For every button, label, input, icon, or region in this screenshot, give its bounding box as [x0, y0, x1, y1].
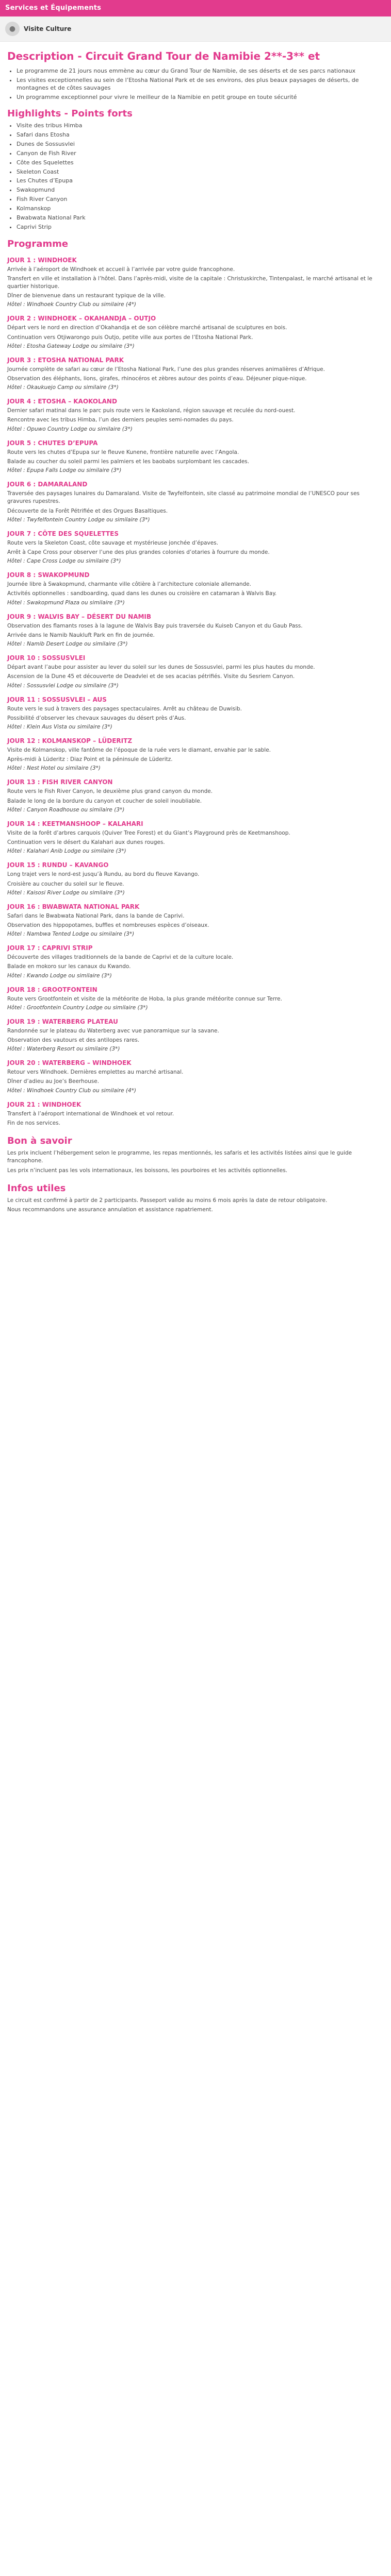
- highlight-item: • Kolmanskop: [17, 205, 384, 213]
- useful-info: [7, 1183, 384, 1214]
- day-paragraph: Dernier safari matinal dans le parc puis route vers le Kaokoland, région sauvage et reculée du nord-ouest.: [7, 408, 296, 414]
- day-paragraph: Activités optionnelles : sandboarding, quad dans les dunes ou croisière en catamaran à Walvis Bay.: [7, 590, 277, 597]
- programme-day: [7, 903, 384, 937]
- day-paragraph: Départ avant l’aube pour assister au lever du soleil sur les dunes de Sossusvlei, parmi les plus hautes du monde.: [7, 664, 315, 671]
- programme-day: [7, 1101, 384, 1127]
- day-paragraph: Balade au coucher du soleil parmi les palmiers et les baobabs surplombant les cascades.: [7, 458, 250, 465]
- day-paragraph: Safari dans le Bwabwata National Park, dans la bande de Caprivi.: [7, 912, 185, 919]
- highlight-item: • Bwabwata National Park: [17, 214, 384, 222]
- highlights-list: [7, 122, 384, 231]
- day-paragraph: Traversée des paysages lunaires du Damaraland. Visite de Twyfelfontein, site classé au patrimoine mondial de l’UNESCO pour ses gravures rupestres.: [7, 490, 360, 505]
- day-paragraph: Visite de la forêt d’arbres carquois (Quiver Tree Forest) et du Giant’s Playground près de Keetmanshoop.: [7, 829, 290, 836]
- description-bullet: • Un programme exceptionnel pour vivre le meilleur de la Namibie en petit groupe en toute sécurité: [17, 94, 384, 101]
- top-bar: [0, 0, 391, 16]
- highlights-title: Highlights - Points forts: [7, 108, 133, 120]
- programme-day: [7, 1059, 384, 1093]
- description-title: Description - Circuit Grand Tour de Namibie 2**-3** et: [7, 50, 320, 62]
- day-hotel: Hôtel : Nambwa Tented Lodge ou similaire (3*): [7, 931, 135, 938]
- day-title: JOUR 5 : CHUTES D’EPUPA: [7, 439, 98, 447]
- day-paragraph: Fin de nos services.: [7, 1120, 60, 1126]
- day-hotel: Hôtel : Sossusvlei Lodge ou similaire (3*): [7, 682, 119, 689]
- day-title: JOUR 20 : WATERBERG – WINDHOEK: [7, 1059, 132, 1067]
- programme-day: [7, 986, 384, 1011]
- day-paragraph: Retour vers Windhoek. Dernières emplettes au marché artisanal.: [7, 1069, 184, 1076]
- day-title: JOUR 14 : KEETMANSHOOP – KALAHARI: [7, 820, 143, 827]
- programme-day: [7, 530, 384, 564]
- programme-days: [7, 257, 384, 1128]
- day-paragraph: Route vers le sud à travers des paysages spectaculaires. Arrêt au château de Duwisib.: [7, 705, 242, 712]
- day-paragraph: Après-midi à Lüderitz : Diaz Point et la péninsule de Lüderitz.: [7, 756, 173, 763]
- good-to-know-paragraph: Les prix incluent l’hébergement selon le programme, les repas mentionnés, les safaris et les activités listées ainsi que le guide francophone.: [7, 1150, 352, 1164]
- day-title: JOUR 13 : FISH RIVER CANYON: [7, 778, 113, 786]
- day-paragraph: Croisière au coucher du soleil sur le fleuve.: [7, 880, 124, 887]
- day-hotel: Hôtel : Canyon Roadhouse ou similaire (3*): [7, 806, 125, 813]
- day-title: JOUR 18 : GROOTFONTEIN: [7, 986, 97, 993]
- day-hotel: Hôtel : Kalahari Anib Lodge ou similaire (3*): [7, 848, 126, 855]
- day-paragraph: Route vers les chutes d’Epupa sur le fleuve Kunene, frontière naturelle avec l’Angola.: [7, 449, 239, 455]
- day-hotel: Hôtel : Klein Aus Vista ou similaire (3*): [7, 723, 112, 730]
- programme-title: Programme: [7, 238, 69, 249]
- programme-day: [7, 861, 384, 895]
- useful-info-paragraph: Nous recommandons une assurance annulation et assistance rapatriement.: [7, 1207, 213, 1213]
- programme-day: [7, 613, 384, 647]
- programme-day: [7, 357, 384, 391]
- day-hotel: Hôtel : Opuwo Country Lodge ou similaire (3*): [7, 426, 133, 432]
- programme-day: [7, 481, 384, 523]
- day-title: JOUR 6 : DAMARALAND: [7, 481, 88, 488]
- day-title: JOUR 2 : WINDHOEK – OKAHANDJA – OUTJO: [7, 315, 156, 323]
- day-title: JOUR 15 : RUNDU – KAVANGO: [7, 861, 109, 869]
- programme-day: [7, 1018, 384, 1052]
- good-to-know: [7, 1136, 384, 1175]
- day-paragraph: Rencontre avec les tribus Himba, l’un des derniers peuples semi-nomades du pays.: [7, 417, 234, 423]
- day-hotel: Hôtel : Okaukuejo Camp ou similaire (3*): [7, 384, 119, 391]
- day-paragraph: Randonnée sur le plateau du Waterberg avec vue panoramique sur la savane.: [7, 1027, 219, 1034]
- highlight-item: • Canyon de Fish River: [17, 150, 384, 158]
- day-hotel: Hôtel : Waterberg Resort ou similaire (3*): [7, 1046, 120, 1053]
- day-title: JOUR 7 : CÔTE DES SQUELETTES: [7, 530, 119, 537]
- day-hotel: Hôtel : Epupa Falls Lodge ou similaire (3*): [7, 467, 122, 474]
- day-hotel: Hôtel : Kaisosi River Lodge ou similaire (3*): [7, 889, 125, 896]
- day-paragraph: Possibilité d’observer les chevaux sauvages du désert près d’Aus.: [7, 715, 186, 721]
- day-title: JOUR 21 : WINDHOEK: [7, 1100, 82, 1108]
- day-paragraph: Transfert en ville et installation à l’hôtel. Dans l’après-midi, visite de la capitale : Christuskirche, Tintenpalast, le marché artisanal et le quartier historique.: [7, 275, 372, 290]
- day-paragraph: Découverte de la Forêt Pétrifiée et des Orgues Basaltiques.: [7, 507, 168, 514]
- main-content: [0, 42, 391, 1226]
- day-paragraph: Dîner d’adieu au Joe’s Beerhouse.: [7, 1078, 100, 1085]
- day-title: JOUR 1 : WINDHOEK: [7, 256, 77, 264]
- day-hotel: Hôtel : Grootfontein Country Lodge ou similaire (3*): [7, 1004, 148, 1011]
- programme-day: [7, 571, 384, 605]
- day-hotel: Hôtel : Etosha Gateway Lodge ou similaire (3*): [7, 343, 135, 349]
- day-title: JOUR 3 : ETOSHA NATIONAL PARK: [7, 356, 124, 364]
- day-hotel: Hôtel : Swakopmund Plaza ou similaire (3*): [7, 599, 125, 606]
- good-to-know-text: [7, 1149, 384, 1175]
- day-hotel: Hôtel : Windhoek Country Club ou similaire (4*): [7, 1087, 137, 1094]
- good-to-know-title: Bon à savoir: [7, 1136, 72, 1147]
- day-title: JOUR 9 : WALVIS BAY – DÉSERT DU NAMIB: [7, 613, 152, 620]
- highlight-item: • Swakopmund: [17, 187, 384, 194]
- day-paragraph: Départ vers le nord en direction d’Okahandja et de son célèbre marché artisanal de sculptures en bois.: [7, 325, 287, 331]
- page-author: Visite Culture: [24, 25, 72, 32]
- programme-day: [7, 737, 384, 771]
- day-paragraph: Continuation vers le désert du Kalahari aux dunes rouges.: [7, 839, 165, 846]
- day-hotel: Hôtel : Namib Desert Lodge ou similaire (3*): [7, 641, 128, 648]
- day-paragraph: Arrivée à l’aéroport de Windhoek et accueil à l’arrivée par votre guide francophone.: [7, 266, 235, 273]
- programme-day: [7, 778, 384, 812]
- programme-day: [7, 654, 384, 688]
- day-title: JOUR 11 : SOSSUSVLEI – AUS: [7, 696, 107, 703]
- page: [0, 0, 391, 1226]
- day-paragraph: Visite de Kolmanskop, ville fantôme de l’époque de la ruée vers le diamant, envahie par le sable.: [7, 747, 271, 753]
- highlight-item: • Visite des tribus Himba: [17, 122, 384, 130]
- useful-info-title: Infos utiles: [7, 1182, 66, 1194]
- highlight-item: • Skeleton Coast: [17, 168, 384, 176]
- description-bullet: • Les visites exceptionnelles au sein de l’Etosha National Park et de ses environs, des plus beaux paysages de déserts, de montagnes et de côtes sauvages: [17, 77, 384, 92]
- day-paragraph: Dîner de bienvenue dans un restaurant typique de la ville.: [7, 293, 166, 299]
- day-title: JOUR 19 : WATERBERG PLATEAU: [7, 1018, 118, 1025]
- day-title: JOUR 4 : ETOSHA – KAOKOLAND: [7, 398, 117, 405]
- programme-day: [7, 820, 384, 854]
- day-paragraph: Découverte des villages traditionnels de la bande de Caprivi et de la culture locale.: [7, 954, 234, 961]
- day-paragraph: Ascension de la Dune 45 et découverte de Deadvlei et de ses acacias pétrifiés. Visite du Sesriem Canyon.: [7, 673, 295, 680]
- programme-day: [7, 257, 384, 308]
- day-paragraph: Observation des flamants roses à la lagune de Walvis Bay puis traversée du Kuiseb Canyon et du Gaub Pass.: [7, 622, 303, 629]
- useful-info-paragraph: Le circuit est confirmé à partir de 2 participants. Passeport valide au moins 6 mois après la date de retour obligatoire.: [7, 1197, 328, 1204]
- day-paragraph: Route vers la Skeleton Coast, côte sauvage et mystérieuse jonchée d’épaves.: [7, 539, 219, 546]
- title-bar: [0, 16, 391, 42]
- highlight-item: • Côte des Squelettes: [17, 159, 384, 167]
- day-hotel: Hôtel : Kwando Lodge ou similaire (3*): [7, 972, 112, 979]
- top-bar-title: Services et Équipements: [5, 4, 102, 12]
- day-title: JOUR 10 : SOSSUSVLEI: [7, 654, 86, 662]
- day-title: JOUR 17 : CAPRIVI STRIP: [7, 944, 93, 952]
- day-paragraph: Balade le long de la bordure du canyon et coucher de soleil inoubliable.: [7, 798, 202, 804]
- highlight-item: • Safari dans Etosha: [17, 131, 384, 139]
- day-paragraph: Transfert à l’aéroport international de Windhoek et vol retour.: [7, 1110, 174, 1117]
- day-hotel: Hôtel : Cape Cross Lodge ou similaire (3*): [7, 558, 121, 565]
- day-paragraph: Observation des hippopotames, buffles et nombreuses espèces d’oiseaux.: [7, 922, 209, 928]
- programme-day: [7, 398, 384, 432]
- day-paragraph: Journée libre à Swakopmund, charmante ville côtière à l’architecture coloniale allemande.: [7, 581, 251, 588]
- useful-info-text: [7, 1197, 384, 1214]
- highlight-item: • Fish River Canyon: [17, 196, 384, 204]
- day-title: JOUR 16 : BWABWATA NATIONAL PARK: [7, 903, 140, 910]
- day-paragraph: Arrêt à Cape Cross pour observer l’une des plus grandes colonies d’otaries à fourrure du monde.: [7, 549, 270, 555]
- day-paragraph: Journée complète de safari au cœur de l’Etosha National Park, l’une des plus grandes réserves animalières d’Afrique.: [7, 366, 325, 372]
- description-bullet: • Le programme de 21 jours nous emmène au cœur du Grand Tour de Namibie, de ses déserts et de ses parcs nationaux: [17, 67, 384, 75]
- day-hotel: Hôtel : Nest Hotel ou similaire (3*): [7, 765, 101, 772]
- day-paragraph: Arrivée dans le Namib Naukluft Park en fin de journée.: [7, 632, 155, 638]
- day-paragraph: Observation des éléphants, lions, girafes, rhinocéros et zèbres autour des points d’eau. Déjeuner pique-nique.: [7, 376, 307, 382]
- day-hotel: Hôtel : Twyfelfontein Country Lodge ou similaire (3*): [7, 516, 150, 523]
- avatar: [5, 22, 20, 36]
- day-paragraph: Observation des vautours et des antilopes rares.: [7, 1037, 140, 1044]
- description-bullets: [7, 67, 384, 101]
- user-icon: ●: [9, 25, 16, 33]
- day-paragraph: Route vers Grootfontein et visite de la météorite de Hoba, la plus grande météorite connue sur Terre.: [7, 995, 282, 1002]
- day-paragraph: Long trajet vers le nord-est jusqu’à Rundu, au bord du fleuve Kavango.: [7, 871, 200, 878]
- day-title: JOUR 12 : KOLMANSKOP – LÜDERITZ: [7, 737, 133, 744]
- good-to-know-paragraph: Les prix n’incluent pas les vols internationaux, les boissons, les pourboires et les activités optionnelles.: [7, 1167, 288, 1174]
- day-paragraph: Continuation vers Otjiwarongo puis Outjo, petite ville aux portes de l’Etosha National Park.: [7, 334, 253, 341]
- highlight-item: • Dunes de Sossusvlei: [17, 141, 384, 148]
- programme-day: [7, 315, 384, 349]
- day-paragraph: Balade en mokoro sur les canaux du Kwando.: [7, 963, 131, 970]
- day-paragraph: Route vers le Fish River Canyon, le deuxième plus grand canyon du monde.: [7, 788, 213, 795]
- day-title: JOUR 8 : SWAKOPMUND: [7, 571, 90, 579]
- day-hotel: Hôtel : Windhoek Country Club ou similaire (4*): [7, 301, 137, 308]
- programme-day: [7, 944, 384, 978]
- programme-day: [7, 696, 384, 730]
- highlight-item: • Les Chutes d’Epupa: [17, 177, 384, 185]
- programme-day: [7, 439, 384, 473]
- highlight-item: • Caprivi Strip: [17, 224, 384, 231]
